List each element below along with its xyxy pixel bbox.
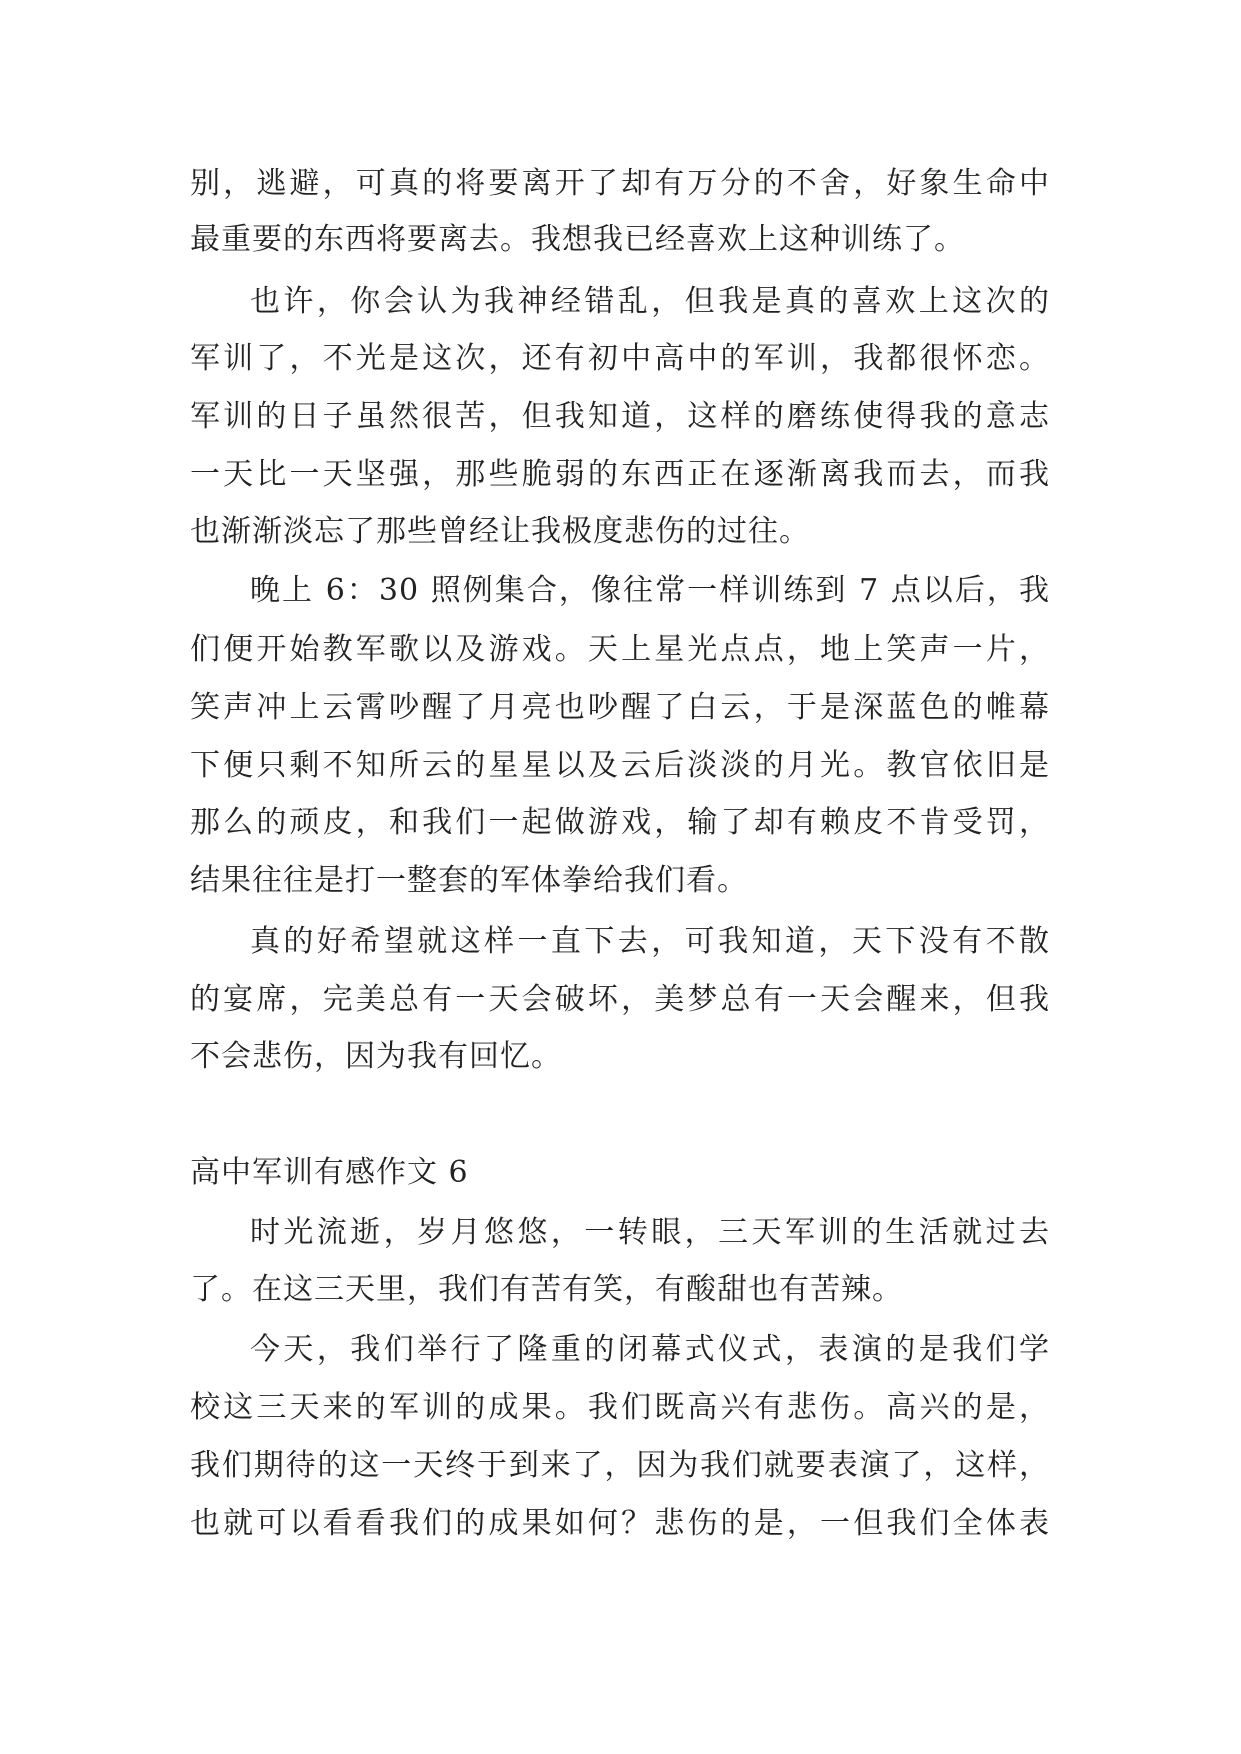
paragraph-6-line-4: 也就可以看看我们的成果如何？悲伤的是，一但我们全体表 (190, 1506, 1050, 1541)
paragraph-3-line-4: 下便只剩不知所云的星星以及云后淡淡的月光。教官依旧是 (190, 748, 1050, 783)
paragraph-6-line-3: 我们期待的这一天终于到来了，因为我们就要表演了，这样， (190, 1448, 1050, 1483)
paragraph-6-line-2: 校这三天来的军训的成果。我们既高兴有悲伤。高兴的是， (190, 1390, 1050, 1425)
paragraph-1-line-2: 最重要的东西将要离去。我想我已经喜欢上这种训练了。 (190, 222, 965, 257)
paragraph-1-line-1: 别，逃避，可真的将要离开了却有万分的不舍，好象生命中 (190, 166, 1050, 201)
paragraph-3-line-1: 晚上 6：30 照例集合，像往常一样训练到 7 点以后，我 (250, 573, 1050, 608)
paragraph-3-line-6: 结果往往是打一整套的军体拳给我们看。 (190, 863, 748, 898)
paragraph-2-line-3: 军训的日子虽然很苦，但我知道，这样的磨练使得我的意志 (190, 399, 1050, 434)
paragraph-4-line-2: 的宴席，完美总有一天会破坏，美梦总有一天会醒来，但我 (190, 982, 1050, 1017)
paragraph-3-line-5: 那么的顽皮，和我们一起做游戏，输了却有赖皮不肯受罚， (190, 805, 1050, 840)
paragraph-5-line-1: 时光流逝，岁月悠悠，一转眼，三天军训的生活就过去 (250, 1215, 1050, 1250)
paragraph-6-line-1: 今天，我们举行了隆重的闭幕式仪式，表演的是我们学 (250, 1332, 1050, 1367)
section-heading: 高中军训有感作文 6 (190, 1155, 469, 1190)
paragraph-3-line-2: 们便开始教军歌以及游戏。天上星光点点，地上笑声一片， (190, 632, 1050, 667)
paragraph-2-line-4: 一天比一天坚强，那些脆弱的东西正在逐渐离我而去，而我 (190, 457, 1050, 492)
paragraph-2-line-5: 也渐渐淡忘了那些曾经让我极度悲伤的过往。 (190, 514, 810, 549)
paragraph-5-line-2: 了。在这三天里，我们有苦有笑，有酸甜也有苦辣。 (190, 1272, 903, 1307)
paragraph-4-line-1: 真的好希望就这样一直下去，可我知道，天下没有不散 (250, 924, 1050, 959)
paragraph-4-line-3: 不会悲伤，因为我有回忆。 (190, 1039, 562, 1074)
paragraph-2-line-1: 也许，你会认为我神经错乱，但我是真的喜欢上这次的 (250, 284, 1050, 319)
paragraph-2-line-2: 军训了，不光是这次，还有初中高中的军训，我都很怀恋。 (190, 341, 1050, 376)
paragraph-3-line-3: 笑声冲上云霄吵醒了月亮也吵醒了白云，于是深蓝色的帷幕 (190, 690, 1050, 725)
